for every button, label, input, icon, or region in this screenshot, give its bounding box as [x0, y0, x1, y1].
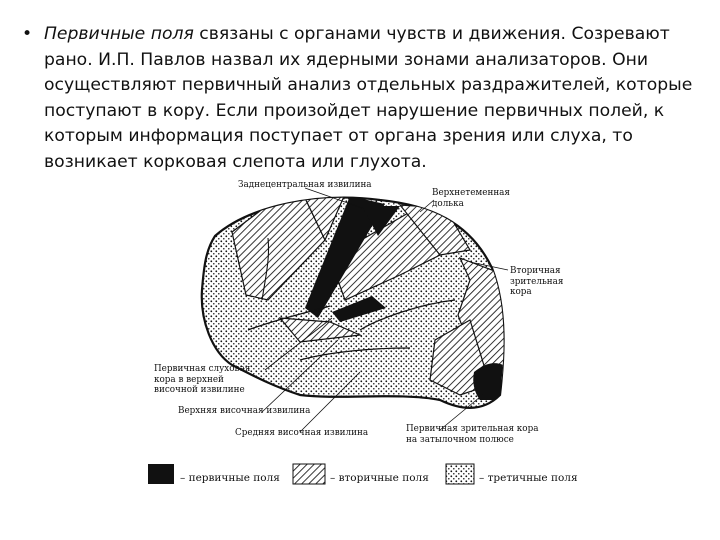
- legend-swatch-secondary: [293, 464, 325, 484]
- legend-swatch-primary: [148, 464, 174, 484]
- paragraph-body: связаны с органами чувств и движения. Созревают рано. И.П. Павлов назвал их ядерными зонами анализаторов. Они осуществляют первичный анализ отдельных раздражителей, которые поступают в кору. Если произойдет нарушение первичных полей, к которым информация поступает от органа зрения или слуха, то возникает корковая слепота или глухота.: [44, 24, 693, 172]
- label-middle-temporal-gyrus: Средняя височная извилина: [235, 428, 369, 438]
- legend-secondary-label: – вторичные поля: [330, 472, 429, 484]
- legend-primary-label: – первичные поля: [180, 472, 280, 484]
- bullet: •: [22, 24, 33, 44]
- label-secondary-visual-cortex: Вторичная зрительная кора: [510, 266, 564, 297]
- label-primary-visual-cortex: Первичная зрительная кора на затылочном полюсе: [406, 424, 539, 445]
- label-superior-parietal-lobule: Верхнетеменная долька: [432, 188, 510, 209]
- label-postcentral-gyrus: Заднецентральная извилина: [238, 180, 372, 190]
- label-superior-temporal-gyrus: Верхняя височная извилина: [178, 406, 311, 416]
- legend-tertiary-label: – третичные поля: [479, 472, 578, 484]
- legend-swatch-tertiary: [446, 464, 474, 484]
- label-primary-auditory-cortex: Первичная слуховая кора в верхней височной извилине: [154, 364, 251, 395]
- term-primary-fields: Первичные поля: [44, 24, 194, 44]
